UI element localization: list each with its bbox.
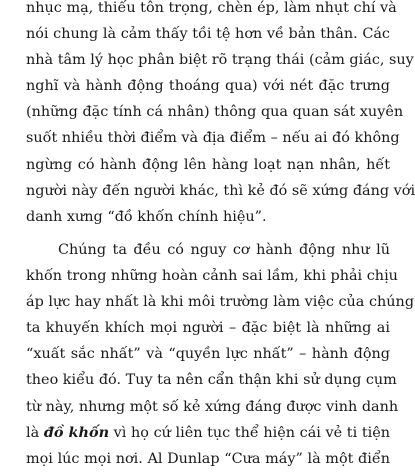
text-line: danh xưng “đồ khốn chính hiệu”. [26,208,267,225]
text-line: khốn trong những hoàn cảnh sai lầm, khi phải chịu [26,268,398,285]
text-line [26,420,390,446]
text-line: nhục mạ, thiếu tôn trọng, chèn ép, làm nhụt chí và [26,0,397,16]
text-line: suốt nhiều thời điểm và địa điểm – nếu ai đó không [26,130,400,147]
text-line: nhà tâm lý học phân biệt rõ trạng thái (cảm giác, suy [26,52,414,69]
text-segment: vì họ cứ liên tục thể hiện cái vẻ ti tiện [109,424,390,441]
text-line: nói chung là cảm thấy tồi tệ hơn về bản thân. Các [26,26,390,43]
paragraph-2 [26,237,415,472]
text-line: ta khuyến khích mọi người – đặc biệt là những ai [26,320,390,337]
text-line: (những đặc tính cá nhân) thông qua quan sát xuyên [26,104,404,121]
text-line: áp lực hay nhất là khi môi trường làm việc của chúng [26,294,415,311]
text-segment: là [26,424,44,441]
text-line: “xuất sắc nhất” và “quyền lực nhất” – hành động [26,346,390,363]
emphasized-term: đồ khốn [43,423,110,441]
text-line: mọi lúc mọi nơi. Al Dunlap “Cưa máy” là một điển [26,450,390,467]
text-line: nghĩ và hành động thoáng qua) với nét đặc trưng [26,78,390,95]
text-line: theo kiểu đó. Tuy ta nên cẩn thận khi sử dụng cụm [26,372,397,389]
text-line: từ này, nhưng một số kẻ xứng đáng được vinh danh [26,398,399,415]
text-line: ngừng có hành động lên hàng loạt nạn nhân, hết [26,156,390,173]
text-line: người này đến người khác, thì kẻ đó sẽ xứng đáng với [26,182,415,199]
paragraph-1 [26,0,415,230]
text-line: Chúng ta đều có nguy cơ hành động như lũ [58,242,390,258]
